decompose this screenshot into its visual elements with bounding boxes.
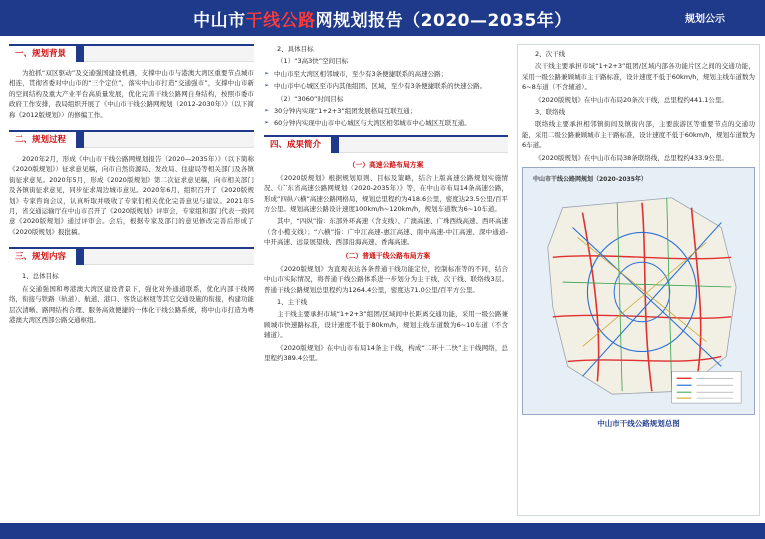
overall-goal-paragraph: 在交通强国和粤港澳大湾区建设背景下，强化对外通道联系，优化内部干线网络，衔接与铁路（轨道）、航道、港口、客货运枢纽等其它交通设施的衔接，构建功能层次清晰、路网结构合理、服务高效便捷的一体化干线公路系统，将中山市打造为粤港澳大湾区西部公路交通枢纽。 (9, 284, 254, 324)
road-network-map (522, 167, 755, 415)
secondary-trunk-paragraph: 次干线主要承担市域“1+2+3”组团/区域内部各功能片区之间的交通功能，采用一级公路兼顾城市主干路标准，设计速度不低于60km/h，规划主线车道数为6~8车道（不含辅道）。 (522, 62, 755, 92)
list-item: ➢ 30分钟内实现“1+2+3”组团发展格局互联互通； (264, 106, 508, 116)
map-title: 中山市干线公路网规划（2020-2035年） (533, 176, 647, 184)
section-title: 二、规划过程 (9, 132, 84, 148)
title-suffix: 网规划报告（2020—2035年） (315, 11, 572, 31)
subheading-main-trunk: 1、主干线 (277, 297, 308, 306)
page-title (0, 6, 765, 31)
section-header-results (264, 135, 508, 153)
section-title: 四、成果简介 (264, 137, 339, 153)
column-right (517, 44, 760, 516)
subheading-specific-goals: 2、具体目标 (277, 45, 314, 53)
map-graphic (523, 168, 754, 414)
section-header-background (9, 44, 254, 62)
link-road-summary: 《2020版规划》在中山市布局38条联络线，总里程约433.9公里。 (535, 153, 728, 162)
list-item: ➢ 中山市中心城区至市内其他组团、区域，至少有3条便捷联系的快速公路。 (264, 81, 508, 91)
column-middle (264, 44, 508, 516)
section-header-content (9, 247, 254, 265)
subheading-time-goal: （2）“3060”时间目标 (277, 94, 344, 103)
section-title: 一、规划背景 (9, 46, 84, 62)
process-paragraph: 2020年2月，形成《中山市干线公路网规划报告（2020—2035年）》（以下简称《2020版规划》）征求意见稿，向市自然资源局、发改局、住建局等相关部门及各镇街征求意见。2020年5月，形成《2020版规划》第二次征求意见稿，向市相关部门及各镇街征求意见，同步征求周边城市意见。2020年6月，组织召开了《2020版规划》专家咨询会议，认真听取并吸收了专家们相关优化完善意见与建议。2021年5月，省交通运输厅在中山市召开了《2020版规划》评审会，专家组和部门代表一致同意《2020版规划》通过评审会。会后，根据专家及部门的意见修改完善后形成了《2020版规划》报批稿。 (9, 155, 254, 236)
header-bar (0, 0, 765, 36)
title-prefix: 中山市 (193, 11, 246, 31)
subheading-expressway: （一）高速公路布局方案 (348, 160, 424, 169)
subheading-spatial-goal: （1）“3高3快”空间目标 (277, 57, 349, 66)
section-title: 三、规划内容 (9, 249, 84, 265)
subheading-ordinary-trunk: （二）普通干线公路布局方案 (341, 251, 431, 260)
publication-badge: 规划公示 (685, 14, 725, 25)
subheading-secondary-trunk: 2、次干线 (535, 50, 566, 58)
ordinary-trunk-paragraph: 《2020版规划》为直观表达各条普通干线功能定位，控制标准等的不同，结合中山市实际情况，将普通干线公路体系进一步划分为主干线、次干线、联络线3层。普通干线公路规划总里程约为1264.4公里，密度达71.0公里/百平方公里。 (264, 264, 508, 294)
main-trunk-paragraph: 主干线主要承担市域“1+2+3”组团/区域间中长距离交通功能，采用一级公路兼顾城市快速路标准，设计速度不低于80km/h，规划主线车道数为6~10车道（不含辅道）。 (264, 310, 508, 340)
title-highlight: 干线公路 (245, 11, 316, 31)
section-header-process (9, 130, 254, 148)
map-caption: 中山市干线公路规划总图 (597, 419, 680, 429)
list-item: ➢ 中山市至大湾区相邻城市，至少有3条便捷联系的高速公路； (264, 69, 508, 79)
link-road-paragraph: 联络线主要承担相邻镇街间及镇街内部，主要旅游区等重要节点的交通功能，采用二级公路兼顾城市主干路标准，设计速度不低于60km/h，规划车道数为6车道。 (522, 120, 755, 150)
column-left (9, 44, 254, 516)
background-paragraph: 为抢抓“双区驱动”及交通强国建设机遇，支撑中山市与港澳大湾区重要节点城市相连，贯彻省委对中山市的“三个定位”，落实中山市打造“交通强市”，支撑中山市新的空间结构及重大产业平台高质量发展，优化完善干线公路网自身结构，按照市委市政府工作安排，我局组织开展了《中山市干线公路网规划（2012-2030年）》（以下简称《2012版规划》）的修编工作。 (9, 69, 254, 119)
expressway-paragraph: 《2020版规划》根据规划原则、目标及策略，结合上版高速公路规划实施情况、《广东省高速公路网规划（2020-2035年）》等，在中山市布局14条高速公路，形成“四纵六横”高速公路网格局，规划总里程约为418.6公里，密度达23.5公里/百平方公里。规划高速公路设计速度100km/h~120km/h，规划车道数为6~10车道。 (264, 173, 508, 214)
subheading-link-road: 3、联络线 (535, 108, 566, 117)
footer-bar (0, 523, 765, 539)
secondary-trunk-summary: 《2020版规划》在中山市布局20条次干线，总里程约441.1公里。 (535, 95, 728, 104)
subheading-overall-goal: 1、总体目标 (22, 272, 59, 281)
expressway-detail-paragraph: 其中，“四纵”指：东部外环高速（含支线）、广澳高速、广珠西线高速、西环高速（含小榄支线）；“六横”指：广中江高速-惠江高速、南中高速-中江高速、深中通道-中开高速、远景展望线、西部沿海高速、香海高速。 (264, 217, 508, 247)
list-item: ➢ 60分钟内实现中山市中心城区与大湾区相邻城市中心城区互联互通。 (264, 118, 508, 128)
main-trunk-summary: 《2020版规划》在中山市布局14条主干线，构成“二环十二快”主干线网络，总里程约389.4公里。 (264, 343, 508, 362)
